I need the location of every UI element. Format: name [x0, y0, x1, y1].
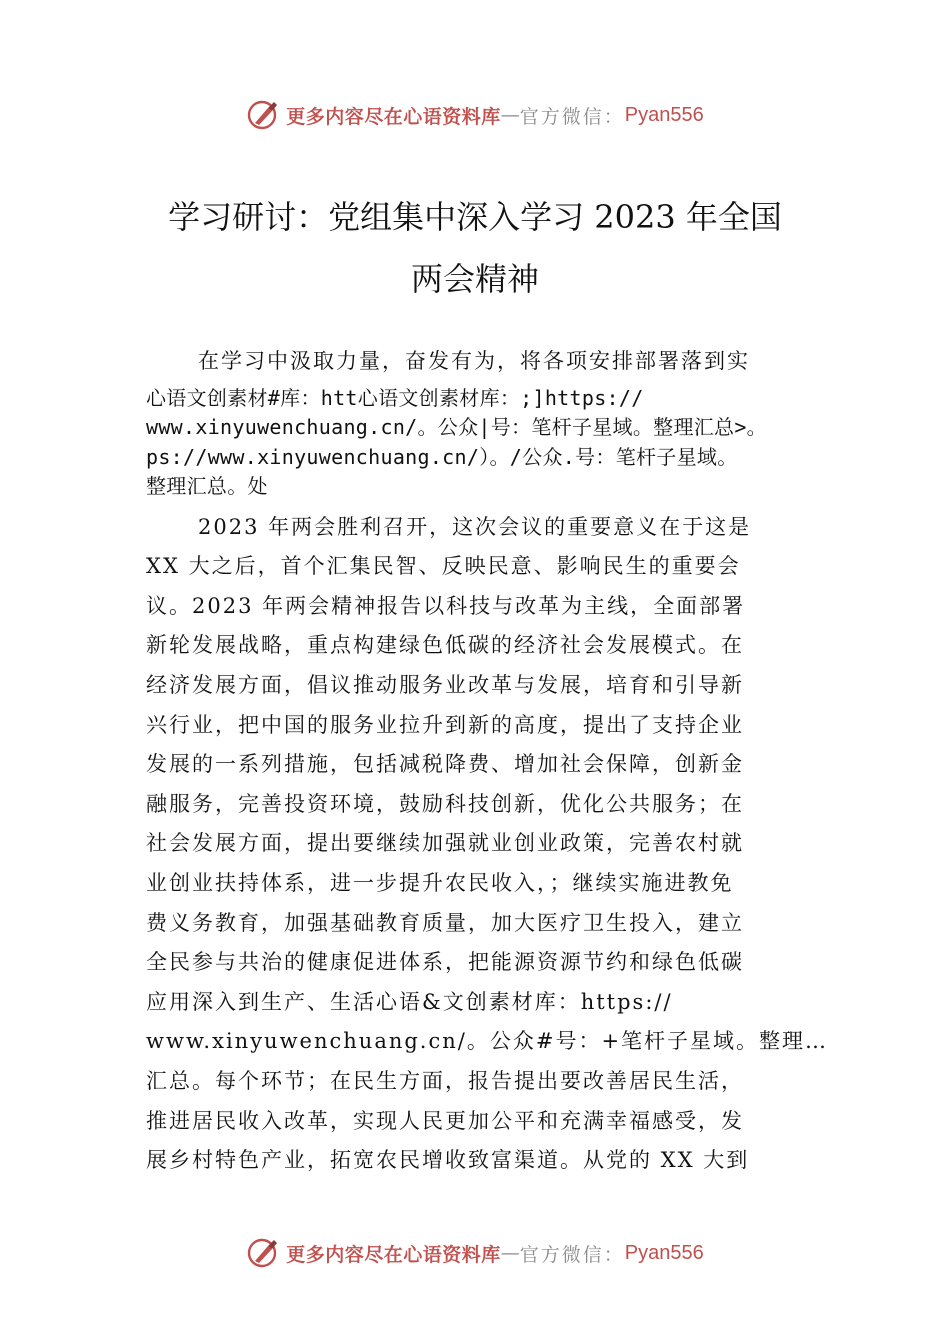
- body-line: 业创业扶持体系，进一步提升农民收入，；继续实施进教免: [146, 870, 734, 895]
- body-line: XX 大之后，首个汇集民智、反映民意、影响民生的重要会: [146, 554, 741, 579]
- body-line: www.xinyuwenchuang.cn/。公众#号：+笔杆子星域。整理…: [146, 1029, 829, 1054]
- watermark-line-2: www.xinyuwenchuang.cn/。公众|号：笔杆子星域。整理汇总>。: [146, 415, 767, 440]
- footer-banner: [0, 1233, 950, 1273]
- wechat-id: Pyan556: [624, 103, 704, 126]
- body-line: 推进居民收入改革，实现人民更加公平和充满幸福感受，发: [146, 1108, 744, 1133]
- document-title: [0, 186, 950, 310]
- body-line: 2023 年两会胜利召开，这次会议的重要意义在于这是: [198, 514, 752, 539]
- title-line-2: 两会精神: [410, 260, 539, 298]
- body-line: 经济发展方面，倡议推动服务业改革与发展，培育和引导新: [146, 672, 744, 697]
- body-line: 新轮发展战略，重点构建绿色低碳的经济社会发展模式。在: [146, 633, 744, 658]
- document-body: [146, 342, 829, 1181]
- body-line: 兴行业，把中国的服务业拉升到新的高度，提出了支持企业: [146, 712, 744, 737]
- body-line: 汇总。每个环节；在民生方面，报告提出要改善居民生活，: [146, 1068, 744, 1093]
- body-line: 费义务教育，加强基础教育质量，加大医疗卫生投入，建立: [146, 910, 744, 935]
- pen-logo-icon: [246, 98, 280, 132]
- body-line: 全民参与共治的健康促进体系，把能源资源节约和绿色低碳: [146, 950, 744, 975]
- pen-logo-icon: [246, 1236, 280, 1270]
- wechat-label: 官方微信：: [519, 105, 625, 128]
- title-line-1: 学习研讨：党组集中深入学习 2023 年全国: [168, 198, 782, 236]
- wechat-id: Pyan556: [624, 1241, 704, 1264]
- brand-text: 更多内容尽在心语资料库: [286, 1243, 501, 1266]
- intro-text: 在学习中汲取力量，奋发有为，将各项安排部署落到实: [198, 349, 750, 373]
- body-line: 融服务，完善投资环境，鼓励科技创新，优化公共服务；在: [146, 791, 744, 816]
- paragraph-intro: [146, 342, 812, 382]
- watermark-line-1: 心语文创素材#库：htt心语文创素材库：;]https://: [146, 385, 644, 410]
- body-line: 社会发展方面，提出要继续加强就业创业政策，完善农村就: [146, 831, 744, 856]
- paragraph-main: [146, 508, 829, 1181]
- watermark-line-4: 整理汇总。处: [146, 474, 268, 499]
- body-line: 应用深入到生产、生活心语&文创素材库：https://: [146, 989, 673, 1014]
- wechat-label: 官方微信：: [519, 1243, 625, 1266]
- watermark-block: [146, 384, 812, 502]
- header-banner: [0, 95, 950, 135]
- body-line: 展乡村特色产业，拓宽农民增收致富渠道。从党的 XX 大到: [146, 1148, 750, 1173]
- brand-text: 更多内容尽在心语资料库: [286, 105, 501, 128]
- banner-separator: —: [500, 1242, 520, 1264]
- banner-separator: —: [500, 104, 520, 126]
- watermark-line-3: ps://www.xinyuwenchuang.cn/）。/公众.号：笔杆子星域。: [146, 444, 738, 469]
- body-line: 发展的一系列措施，包括减税降费、增加社会保障，创新金: [146, 752, 744, 777]
- body-line: 议。2023 年两会精神报告以科技与改革为主线，全面部署: [146, 593, 746, 618]
